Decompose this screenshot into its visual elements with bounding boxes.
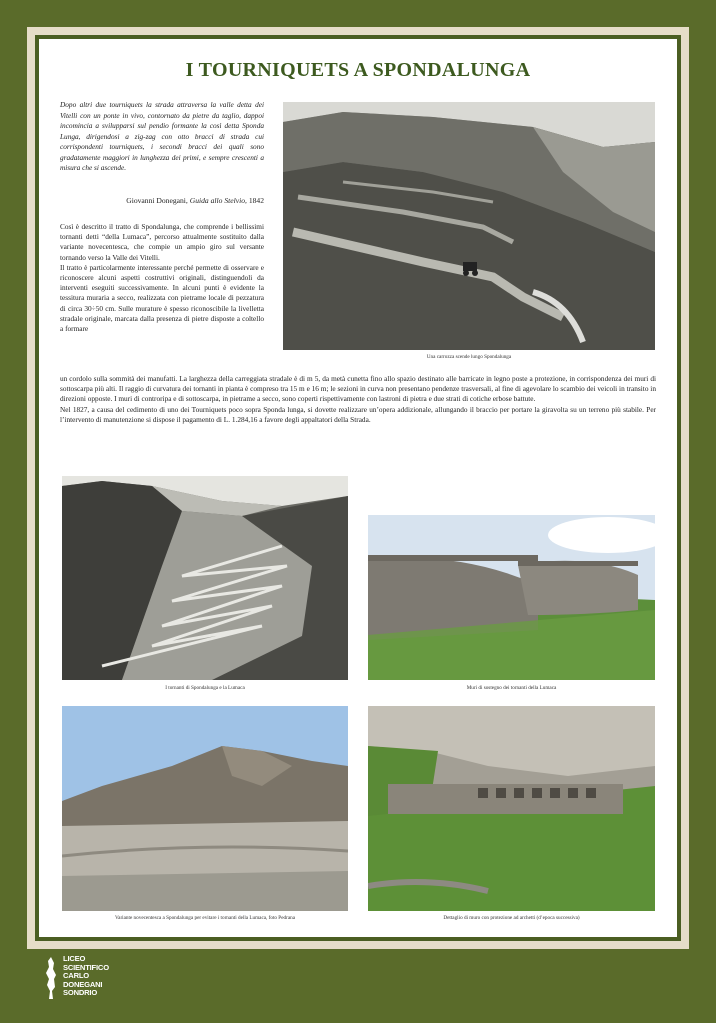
body-paragraph-3: Nel 1827, a causa del cedimento di uno dei Tourniquets poco sopra Sponda lunga, si dovette realizzare un’opera addizionale, allungando il braccio per portare la giravolta su un terreno più stabile. Per l’intervento di manutenzione si dispose il pagamento di L. 1.284,16 a favore degli appaltatori della Strada. — [60, 404, 656, 424]
quote-author: Giovanni Donegani, — [126, 196, 188, 205]
school-name-line: SONDRIO — [63, 988, 98, 998]
quote-attribution — [60, 196, 264, 206]
school-logo — [40, 955, 130, 1005]
school-name-line: LICEO — [63, 954, 86, 963]
school-name-line: DONEGANI — [63, 979, 103, 989]
quote-year: 1842 — [248, 196, 264, 205]
page-title: I TOURNIQUETS A SPONDALUNGA — [185, 59, 531, 81]
body-paragraph-1: Così è descritto il tratto di Spondalunga, che comprende i bellissimi tornanti detti “della Lumaca”, percorso attualmente sostituito dalla variante novecentesca, che compie un ampio giro sul versante tornando verso la Valle dei Vitelli. — [60, 222, 264, 262]
caption-variante: Variante novecentesca a Spondalunga per evitare i tornanti della Lumaca, foto Pedrana — [114, 915, 296, 921]
historic-quote: Dopo altri due tourniquets la strada attraversa la valle detta dei Vitelli con un ponte in vivo, contornato da pietre da taglio, dappoi incomincia a svilupparsi sul pendio formante la così detta Sponda Lunga, dirigendosi a zig-zag con otto bracci di strada cui corrispondenti tourniquets, i secondi bracci dei quali sono gradatamente maggiori in lunghezza dei primi, e sempre crescenti a misura che si ascende. — [60, 100, 264, 172]
poster-panel — [39, 39, 677, 937]
caption-tornanti: I tornanti di Spondalunga e la Lumaca — [165, 685, 245, 691]
body-paragraph-2: Il tratto è particolarmente interessante perché permette di osservare e riconoscere alcuni aspetti costruttivi originali, distinguendoli da interventi eseguiti successivamente. In alcuni punti è evidente la tessitura muraria a secco, realizzata con pietrame locale di pezzatura di circa 30÷50 cm. Sulle murature è spesso riconoscibile la livelletta stradale originale, marcata dalla presenza di pietre disposte a coltello a formare — [60, 262, 264, 334]
body-paragraph-2-continued: un cordolo sulla sommità dei manufatti. La larghezza della carreggiata stradale è di m 5, da metà cunetta fino allo spazio destinato alle barricate in legno poste a protezione, in corrispondenza dei muri di sottoscarpa più alti. Il raggio di curvatura dei tornanti in pianta è compreso tra 15 m e 16 m; le sezioni in curva non presentano pendenze trasversali, al fine di agevolare lo scambio dei veicoli in transito in direzioni opposte. I muri di controripa e di sottoscarpa, in pietrame a secco, sono coperti rispettivamente con lastroni di pietra e due strati di cotiche erbose battute. — [60, 374, 656, 404]
school-name-line: CARLO — [63, 971, 89, 981]
photo-variante-novecentesca — [62, 706, 348, 911]
photo-muri-sostegno — [368, 515, 655, 680]
photo-tornanti-image — [62, 476, 348, 680]
school-name — [63, 955, 109, 998]
photo-tornanti-lumaca — [62, 476, 348, 680]
caption-carriage: Una carrozza scende lungo Spondalunga — [426, 354, 512, 360]
photo-muro-archetti — [368, 706, 655, 911]
school-name-line: SCIENTIFICO — [63, 962, 109, 972]
photo-variante-image — [62, 706, 348, 911]
body-text-column — [60, 222, 264, 334]
caption-archetti: Dettaglio di muro con protezione ad archetti (d’epoca successiva) — [443, 915, 580, 921]
photo-archetti-image — [368, 706, 655, 911]
photo-carriage-image — [283, 102, 655, 350]
photo-carriage-spondalunga — [283, 102, 655, 350]
body-text-wide — [60, 374, 656, 425]
photo-muri-image — [368, 515, 655, 680]
caption-muri: Muri di sostegno dei tornanti della Lumaca — [466, 685, 557, 691]
school-logo-mark-icon — [40, 955, 62, 1001]
quote-work: Guida allo Stelvio, — [189, 196, 247, 205]
